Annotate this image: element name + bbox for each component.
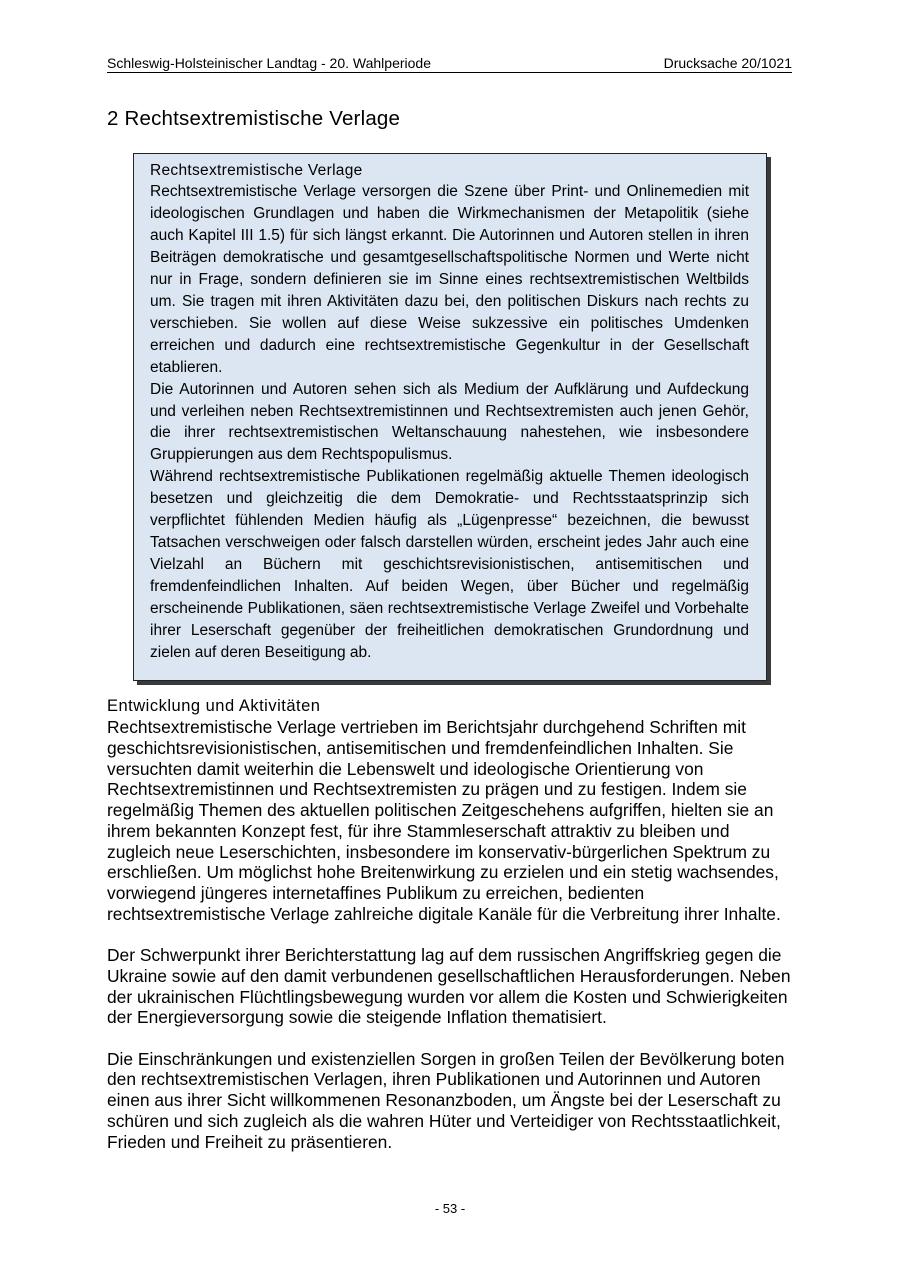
header-right: Drucksache 20/1021 [663, 55, 792, 71]
body-paragraph: Der Schwerpunkt ihrer Berichterstattung lag auf dem russischen Angriffskrieg gegen die Ukraine sowie auf den damit verbundenen gesellschaftlichen Herausforderungen. Neben der ukrainischen Flüchtlingsbewegung wurden vor allem die Kosten und Schwierigkeiten der Energieversorgung sowie die steigende Inflation thematisiert. [107, 945, 791, 1028]
page-number: - 53 - [434, 1201, 466, 1216]
page-header [107, 55, 792, 73]
summary-box-title: Rechtsextremistische Verlage [150, 162, 363, 179]
subsection-title: Entwicklung und Aktivitäten [107, 697, 321, 715]
summary-box [133, 153, 767, 681]
body-text [107, 717, 795, 1173]
summary-paragraph: Rechtsextremistische Verlage versorgen die Szene über Print- und Onlinemedien mit ideologischen Grundlagen und haben die Wirkmechanismen der Metapolitik (siehe auch Kapitel III 1.5) für sich längst erkannt. Die Autorinnen und Autoren stellen in ihren Beiträgen demokratische und gesamtgesellschaftspolitische Normen und Werte nicht nur in Frage, sondern definieren sie im Sinne eines rechtsextremistischen Weltbilds um. Sie tragen mit ihren Aktivitäten dazu bei, den politischen Diskurs nach rechts zu verschieben. Sie wollen auf diese Weise sukzessive ein politisches Umdenken erreichen und dadurch eine rechtsextremistische Gegenkultur in der Gesellschaft etablieren. [150, 183, 749, 376]
body-paragraph: Die Einschränkungen und existenziellen Sorgen in großen Teilen der Bevölkerung boten den rechtsextremistischen Verlagen, ihren Publikationen und Autorinnen und Autoren einen aus ihrer Sicht willkommenen Resonanzboden, um Ängste bei der Leserschaft zu schüren und sich zugleich als die wahren Hüter und Verteidiger von Rechtsstaatlichkeit, Frieden und Freiheit zu präsentieren. [107, 1048, 785, 1152]
body-paragraph: Rechtsextremistische Verlage vertrieben im Berichtsjahr durchgehend Schriften mit geschichtsrevisionistischen, antisemitischen und fremdenfeindlichen Inhalten. Sie versuchten damit weiterhin die Lebenswelt und ideologische Orientierung von Rechtsextremistinnen und Rechtsextremisten zu prägen und zu festigen. Indem sie regelmäßig Themen des aktuellen politischen Zeitgeschehens aufgriffen, hielten sie an ihrem bekannten Konzept fest, für ihre Stammleserschaft attraktiv zu bleiben und zugleich neue Leserschichten, insbesondere im konservativ-bürgerlichen Spektrum zu erschließen. Um möglichst hohe Breitenwirkung zu erzielen und ein stetig wachsendes, vorwiegend jüngeres internetaffines Publikum zu erreichen, bedienten rechtsextremistische Verlage zahlreiche digitale Kanäle für die Verbreitung ihrer Inhalte. [107, 717, 781, 924]
header-left: Schleswig-Holsteinischer Landtag - 20. Wahlperiode [107, 55, 431, 71]
section-title: 2 Rechtsextremistische Verlage [107, 107, 401, 130]
summary-paragraph: Die Autorinnen und Autoren sehen sich als Medium der Aufklärung und Aufdeckung und verleihen neben Rechtsextremistinnen und Rechtsextremisten auch jenen Gehör, die ihrer rechtsextremistischen Weltanschauung nahestehen, wie insbesondere Gruppierungen aus dem Rechtspopulismus. [150, 380, 749, 464]
summary-paragraph: Während rechtsextremistische Publikationen regelmäßig aktuelle Themen ideologisch besetzen und gleichzeitig die dem Demokratie- und Rechtsstaatsprinzip sich verpflichtet fühlenden Medien häufig als „Lügenpresse“ bezeichnen, die bewusst Tatsachen verschweigen oder falsch darstellen würden, erscheint jedes Jahr auch eine Vielzahl an Büchern mit geschichtsrevisionistischen, antisemitischen und fremdenfeindlichen Inhalten. Auf beiden Wegen, über Bücher und regelmäßig erscheinende Publikationen, säen rechtsextremistische Verlage Zweifel und Vorbehalte ihrer Leserschaft gegenüber der freiheitlichen demokratischen Grundordnung und zielen auf deren Beseitigung ab. [150, 468, 749, 662]
